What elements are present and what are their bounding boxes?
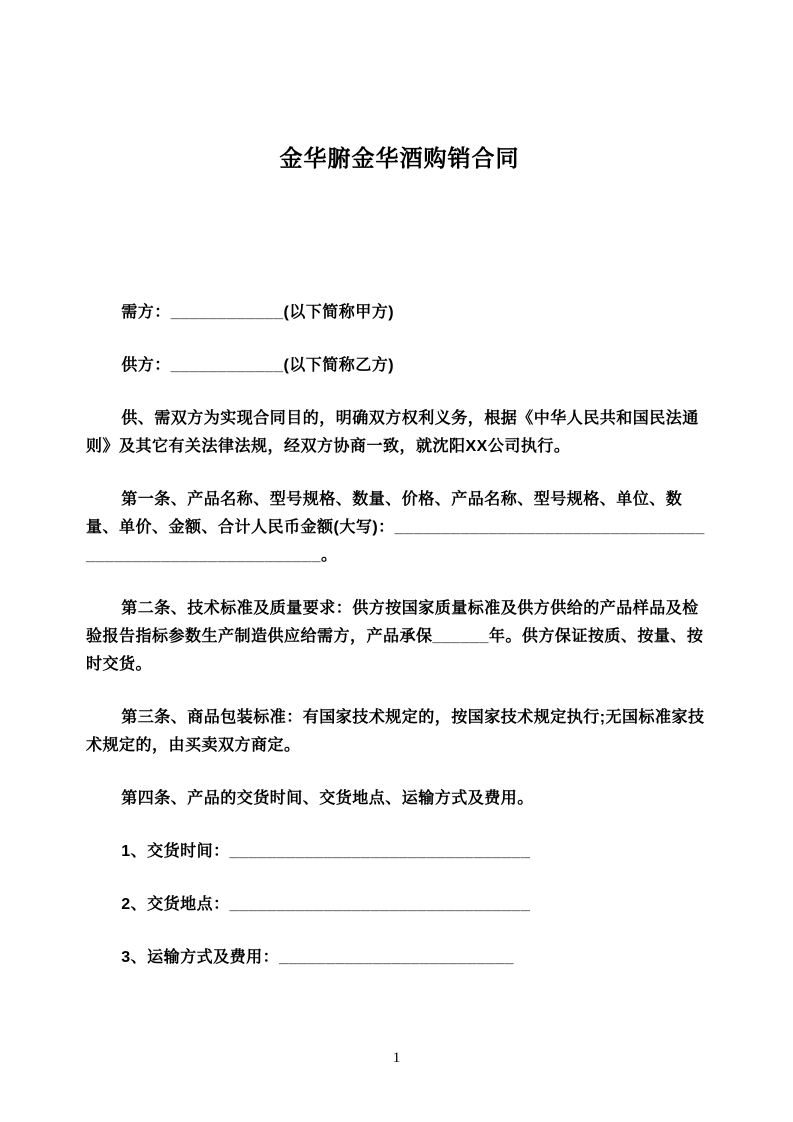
paragraph-preamble: 供、需双方为实现合同目的，明确双方权利义务，根据《中华人民共和国民法通则》及其它有关法律法规，经双方协商一致，就沈阳XX公司执行。 [86,410,699,455]
paragraph-clause-4: 第四条、产品的交货时间、交货地点、运输方式及费用。 [121,790,534,807]
paragraph-clause-2: 第二条、技术标准及质量要求：供方按国家质量标准及供方供给的产品样品及检验报告指标参数生产制造供应给需方，产品承保______年。供方保证按质、按量、按时交货。 [86,600,704,673]
paragraph-clause-3: 第三条、商品包装标准：有国家技术规定的，按国家技术规定执行;无国标准家技术规定的，由买卖双方商定。 [86,709,705,754]
paragraph-clause-1: 第一条、产品名称、型号规格、数量、价格、产品名称、型号规格、单位、数量、单价、金额、合计人民币金额(大写)：__________________________________________________________。 [86,491,705,564]
paragraph-clause-4-item-3: 3、运输方式及费用：_________________________ [121,949,515,966]
paragraph-supply-party: 供方：____________(以下简称乙方) [121,357,395,374]
page-number: 1 [392,1050,401,1066]
paragraph-clause-4-item-2: 2、交货地点：________________________________ [121,896,531,913]
paragraph-demand-party: 需方：____________(以下简称甲方) [121,304,395,321]
paragraph-clause-4-item-1: 1、交货时间：________________________________ [121,843,531,860]
document-title: 金华腑金华酒购销合同 [279,145,520,171]
